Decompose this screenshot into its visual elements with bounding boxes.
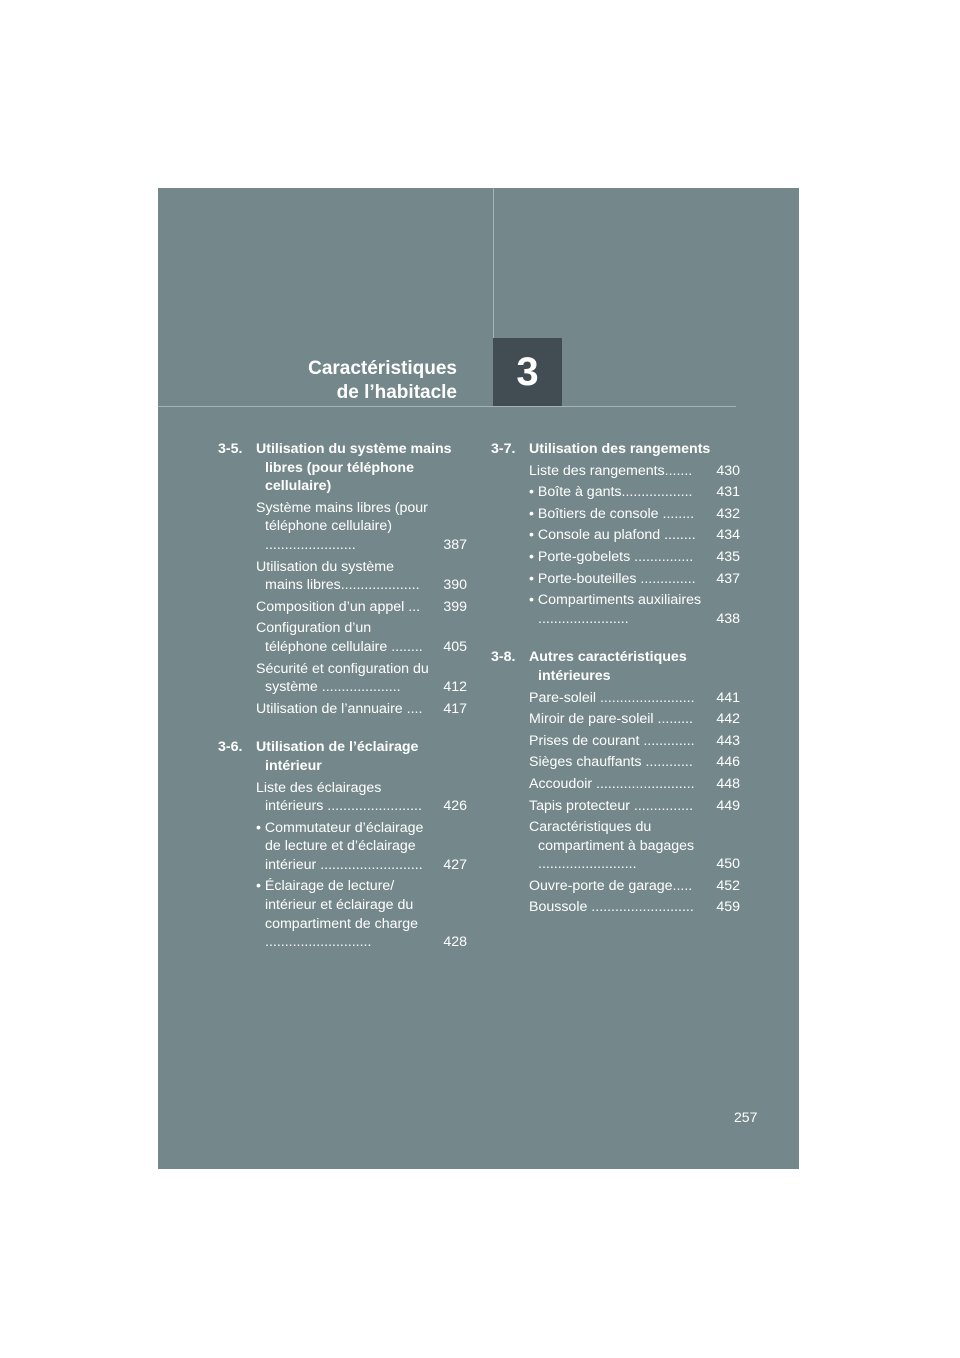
toc-entry-page: 390 xyxy=(443,577,467,594)
toc-entry-page: 431 xyxy=(716,484,740,501)
toc-entry-page: 438 xyxy=(716,610,740,627)
toc-entry[interactable] xyxy=(529,526,740,545)
toc-entry-label: Système mains libres (pour téléphone cellulaire) ....................... xyxy=(256,499,428,553)
toc-entry-page: 449 xyxy=(716,797,740,814)
toc-entry-label: Composition d’un appel ... xyxy=(256,598,421,615)
toc-entry-page: 452 xyxy=(716,877,740,894)
toc-entry[interactable] xyxy=(256,779,467,816)
toc-entry[interactable] xyxy=(529,797,740,816)
toc-entry-page: 442 xyxy=(716,711,740,728)
toc-entry-page: 428 xyxy=(443,934,467,951)
toc-entry-page: 412 xyxy=(443,679,467,696)
toc-entry-page: 417 xyxy=(443,700,467,717)
toc-entry-label: Prises de courant ............. xyxy=(529,732,695,749)
section-number: 3-7. xyxy=(491,441,516,457)
chapter-title-line1: Caractéristiques xyxy=(308,358,457,379)
toc-entry-label: Sièges chauffants ............ xyxy=(529,754,693,771)
toc-entry-label: Miroir de pare-soleil ......... xyxy=(529,711,693,728)
toc-entry[interactable] xyxy=(256,499,467,555)
toc-section xyxy=(218,440,467,718)
toc-entry-label: Configuration d’un téléphone cellulaire ........ xyxy=(256,620,423,655)
chapter-title xyxy=(308,357,457,405)
toc-entry-label: Pare-soleil ........................ xyxy=(529,689,695,706)
toc-entry[interactable] xyxy=(529,462,740,481)
toc-entry-page: 446 xyxy=(716,754,740,771)
toc-entry[interactable] xyxy=(256,700,467,719)
toc-entry[interactable] xyxy=(529,818,740,874)
toc-entry-label: • Commutateur d’éclairage de lecture et d’éclairage intérieur .......................... xyxy=(256,819,424,873)
section-title[interactable]: Utilisation de l’éclairage intérieur xyxy=(256,739,419,774)
toc-section xyxy=(491,440,740,628)
chapter-title-line2: de l’habitacle xyxy=(336,382,457,403)
toc-entry-label: Tapis protecteur ............... xyxy=(529,797,694,814)
toc-entry-page: 459 xyxy=(716,899,740,916)
toc-entry-page: 387 xyxy=(443,536,467,553)
toc-entry[interactable] xyxy=(256,877,467,951)
toc-entry-page: 426 xyxy=(443,798,467,815)
toc-entry-page: 448 xyxy=(716,775,740,792)
section-number: 3-5. xyxy=(218,441,243,457)
toc-entry[interactable] xyxy=(529,898,740,917)
toc-entry-label: • Boîte à gants.................. xyxy=(529,484,693,501)
toc-right-column xyxy=(491,440,740,937)
toc-entry[interactable] xyxy=(256,598,467,617)
toc-entry-label: Ouvre-porte de garage..... xyxy=(529,877,693,894)
toc-entry-label: • Compartiments auxiliaires ....................... xyxy=(529,592,702,627)
toc-entry-label: • Porte-bouteilles .............. xyxy=(529,570,696,587)
toc-left-column xyxy=(218,440,467,972)
toc-entry[interactable] xyxy=(256,619,467,656)
toc-entry-label: Utilisation du système mains libres.................... xyxy=(256,558,420,594)
toc-entry-page: 443 xyxy=(716,732,740,749)
toc-section xyxy=(491,648,740,917)
chapter-number: 3 xyxy=(516,349,539,394)
toc-entry-label: Caractéristiques du compartiment à bagages ......................... xyxy=(529,819,695,873)
toc-entry-page: 405 xyxy=(443,638,467,655)
header-rule xyxy=(158,406,736,407)
section-title[interactable]: Autres caractéristiques intérieures xyxy=(529,649,687,684)
toc-entry-page: 430 xyxy=(716,462,740,479)
chapter-number-badge xyxy=(493,338,562,406)
toc-entry-label: Accoudoir ......................... xyxy=(529,775,695,792)
toc-entry[interactable] xyxy=(529,548,740,567)
toc-entry-label: Boussole .......................... xyxy=(529,899,694,916)
toc-entry[interactable] xyxy=(529,689,740,708)
vertical-divider xyxy=(493,188,494,338)
toc-entry-page: 427 xyxy=(443,856,467,873)
toc-entry-label: Liste des éclairages intérieurs ........................ xyxy=(256,779,422,815)
toc-section xyxy=(218,738,467,952)
page-number: 257 xyxy=(734,1109,758,1125)
section-title[interactable]: Utilisation du système mains libres (pour téléphone cellulaire) xyxy=(256,441,452,495)
toc-entry-page: 437 xyxy=(716,570,740,587)
toc-entry[interactable] xyxy=(529,505,740,524)
toc-entry[interactable] xyxy=(529,732,740,751)
toc-entry-label: • Boîtiers de console ........ xyxy=(529,505,695,522)
section-number: 3-6. xyxy=(218,739,243,756)
toc-entry[interactable] xyxy=(529,775,740,794)
toc-entry-label: Sécurité et configuration du système .................... xyxy=(256,660,429,696)
toc-entry[interactable] xyxy=(529,570,740,589)
toc-entry-page: 441 xyxy=(716,689,740,706)
toc-entry[interactable] xyxy=(256,558,467,595)
toc-entry[interactable] xyxy=(256,660,467,697)
toc-entry-label: • Porte-gobelets ............... xyxy=(529,548,694,565)
toc-entry-page: 450 xyxy=(716,856,740,873)
toc-entry-label: Liste des rangements....... xyxy=(529,462,693,479)
toc-entry-page: 432 xyxy=(716,505,740,522)
toc-entry-page: 434 xyxy=(716,527,740,544)
toc-entry-page: 399 xyxy=(443,598,467,615)
section-title[interactable]: Utilisation des rangements xyxy=(529,441,711,457)
toc-entry[interactable] xyxy=(529,710,740,729)
toc-entry[interactable] xyxy=(529,591,740,628)
toc-entry[interactable] xyxy=(529,753,740,772)
toc-entry-label: • Console au plafond ........ xyxy=(529,527,696,544)
toc-entry-label: Utilisation de l’annuaire .... xyxy=(256,700,423,717)
toc-entry-label: • Éclairage de lecture/ intérieur et éclairage du compartiment de charge ........................... xyxy=(256,878,418,951)
toc-entry[interactable] xyxy=(529,877,740,896)
toc-entry-page: 435 xyxy=(716,548,740,565)
toc-entry[interactable] xyxy=(529,483,740,502)
section-number: 3-8. xyxy=(491,649,516,666)
toc-entry[interactable] xyxy=(256,819,467,875)
